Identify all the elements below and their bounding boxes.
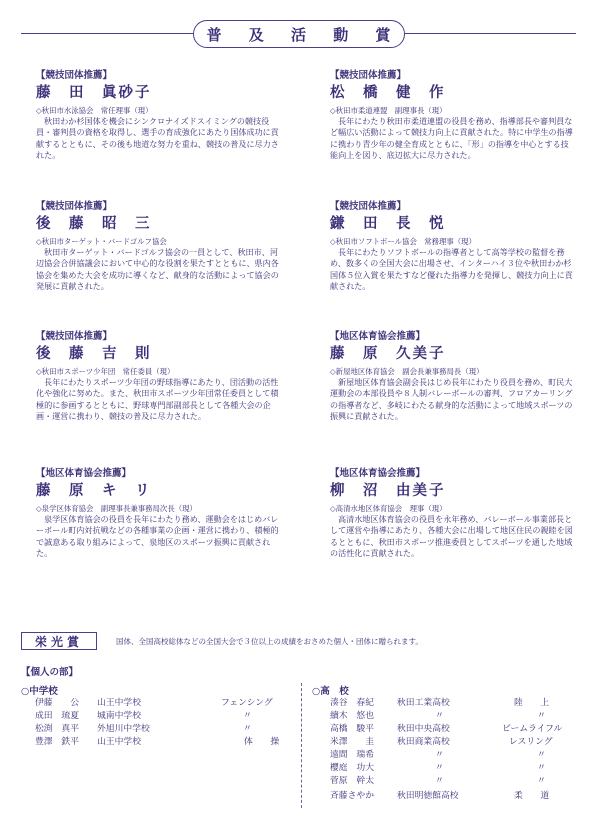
award-description: 高清水地区体育協会の役員を永年務め、バレーボール事業部長として運営や指導にあたり、各種大会に出場して地区住民の親睦を図るとともに、秋田市スポーツ推進委員としてスポーツを通した地域の活性化に貢献された。 — [330, 514, 573, 558]
athlete-sport: フェンシング — [221, 698, 273, 708]
award-entry — [330, 201, 580, 292]
award-description: 新屋地区体育協会副会長はじめ長年にわたり役員を務め、町民大運動会の本部役員や８人制バレーボールの審判、フロアカーリングの指導者など、多岐にわたる献身的な活動によって地域スポーツの振興に貢献された。 — [330, 377, 573, 421]
athlete-sport: レスリング — [509, 737, 553, 747]
athlete-school: 〃 — [435, 763, 444, 773]
award-entry — [36, 468, 286, 559]
athlete-school: 秋田工業高校 — [397, 698, 450, 708]
award-category: 【競技団体推薦】 — [36, 201, 113, 212]
award-description: 長年にわたりソフトボールの指導者として高等学校の監督を務め、数多くの全国大会に出場させ、インターハイ３位や秋田わか杉国体５位入賞を果たすなど優れた指導力を発揮し、競技力向上に貢献された。 — [330, 247, 573, 291]
athlete-school: 〃 — [435, 776, 444, 786]
title-line-right — [405, 33, 576, 34]
athlete-name: 豊澤 鉄平 — [35, 737, 79, 747]
list-item — [35, 724, 285, 735]
column-divider — [301, 683, 302, 808]
award-description: 秋田わか杉国体を機会にシンクロナイズドスイミングの競技役員・審判員の資格を取得し、選手の育成強化にあたり国体成功に貢献するとともに、その後も地道な努力を重ね、競技の普及に尽力された。 — [36, 116, 279, 160]
award-entry — [36, 70, 286, 161]
award-entry — [36, 331, 286, 422]
award-entry — [330, 331, 580, 422]
award-description: 長年にわたりスポーツ少年団の野球指導にあたり、団活動の活性化や強化に努めた。また、秋田市スポーツ少年団常任委員として積極的に参画するとともに、野球専門部副部長として各種大会の企画・運営に携わり、競技の普及に尽力された。 — [36, 377, 279, 421]
list-item — [330, 737, 580, 748]
award-affiliation: ◇秋田市水泳協会 常任理事（現） — [36, 106, 153, 115]
athlete-school: 秋田商業高校 — [397, 737, 450, 747]
award-category: 【競技団体推薦】 — [330, 70, 407, 81]
award-description: 泉学区体育協会の役員を長年にわたり務め、運動会をはじめバレーボール町内対抗戦などの各種事業の企画・運営に携わり、積極的で誠意ある取り組みによって、泉地区のスポーツ振興に貢献された。 — [36, 514, 279, 558]
athlete-name: 斉藤さやか — [330, 791, 374, 801]
athlete-school: 秋田中央高校 — [397, 724, 450, 734]
individual-heading: 【個人の部】 — [21, 667, 79, 678]
award-affiliation: ◇秋田市ターゲット・バードゴルフ協会 — [36, 237, 167, 246]
award-name: 柳 沼 由美子 — [330, 483, 446, 499]
athlete-sport: 〃 — [537, 763, 546, 773]
award-entry — [330, 70, 580, 161]
athlete-name: 松渕 真平 — [35, 724, 79, 734]
athlete-school: 〃 — [435, 750, 444, 760]
athlete-sport: 陸 上 — [514, 698, 550, 708]
athlete-sport: 〃 — [537, 776, 546, 786]
award-affiliation: ◇高清水地区体育協会 理事（現） — [330, 504, 447, 513]
athlete-sport: 〃 — [537, 750, 546, 760]
athlete-school: 山王中学校 — [97, 698, 141, 708]
athlete-school: 〃 — [435, 711, 444, 721]
athlete-sport: 〃 — [537, 711, 546, 721]
award-category: 【地区体育協会推薦】 — [36, 468, 132, 479]
award-affiliation: ◇新屋地区体育協会 副会長兼事務局長（現） — [330, 367, 484, 376]
award-entry — [330, 468, 580, 559]
award-category: 【競技団体推薦】 — [36, 70, 113, 81]
award-category: 【地区体育協会推薦】 — [330, 468, 426, 479]
list-item — [35, 737, 285, 748]
award-name: 後 藤 吉 則 — [36, 346, 152, 362]
athlete-sport: 柔 道 — [514, 791, 550, 801]
award-affiliation: ◇秋田市スポーツ少年団 常任委員（現） — [36, 367, 175, 376]
athlete-sport: ビームライフル — [502, 724, 563, 734]
middle-school-heading: ○中学校 — [21, 686, 58, 697]
list-item — [330, 711, 580, 722]
athlete-name: 菅原 幹太 — [330, 776, 374, 786]
athlete-school: 外旭川中学校 — [97, 724, 150, 734]
athlete-school: 城南中学校 — [97, 711, 141, 721]
athlete-sport: 〃 — [243, 724, 252, 734]
award-name: 鎌 田 長 悦 — [330, 216, 446, 232]
athlete-name: 湊谷 春紀 — [330, 698, 374, 708]
award-name: 藤 田 眞砂子 — [36, 85, 152, 101]
athlete-name: 續木 悠也 — [330, 711, 374, 721]
award-name: 藤 原 久美子 — [330, 346, 446, 362]
list-item — [330, 698, 580, 709]
list-item — [330, 724, 580, 735]
award-description: 長年にわたり秋田市柔道連盟の役員を務め、指導部長や審判員など幅広い活動によって競技力向上に貢献された。特に中学生の指導に携わり青少年の健全育成とともに、「形」の指導を中心とする技能向上を図り、底辺拡大に尽力された。 — [330, 116, 573, 160]
award-entry — [36, 201, 286, 292]
athlete-name: 伊藤 公 — [35, 698, 79, 708]
award-category: 【地区体育協会推薦】 — [330, 331, 426, 342]
award-category: 【競技団体推薦】 — [330, 201, 407, 212]
award-affiliation: ◇秋田市柔道連盟 副理事長（現） — [330, 106, 447, 115]
athlete-name: 遠間 瑞希 — [330, 750, 374, 760]
eikou-title: 栄光賞 — [21, 632, 97, 650]
award-description: 秋田市ターゲット・バードゴルフ協会の一員として、秋田市、河辺協会合併協議会において中心的な役割を果たすとともに、県内各協会を集めた大会を成功に導くなど、献身的な活動によって協会の発展に貢献された。 — [36, 247, 279, 291]
page-title: 普 及 活 動 賞 — [193, 20, 405, 48]
athlete-school: 山王中学校 — [97, 737, 141, 747]
athlete-name: 米澤 圭 — [330, 737, 374, 747]
athlete-name: 高橋 駿平 — [330, 724, 374, 734]
list-item — [330, 776, 580, 787]
award-name: 松 橋 健 作 — [330, 85, 446, 101]
high-school-heading: ○高 校 — [312, 686, 349, 697]
athlete-school: 秋田明徳館高校 — [397, 791, 459, 801]
award-category: 【競技団体推薦】 — [36, 331, 113, 342]
athlete-name: 櫻庭 功大 — [330, 763, 374, 773]
award-affiliation: ◇秋田市ソフトボール協会 常務理事（現） — [330, 237, 476, 246]
award-name: 後 藤 昭 三 — [36, 216, 152, 232]
athlete-sport: 体 操 — [244, 737, 280, 747]
list-item — [330, 763, 580, 774]
eikou-description: 国体、全国高校総体などの全国大会で３位以上の成績をおさめた個人・団体に贈られます。 — [116, 637, 423, 646]
list-item — [330, 791, 580, 802]
award-name: 藤 原 キ リ — [36, 483, 152, 499]
list-item — [35, 711, 285, 722]
title-line-left — [21, 33, 193, 34]
athlete-sport: 〃 — [243, 711, 252, 721]
list-item — [330, 750, 580, 761]
list-item — [35, 698, 285, 709]
athlete-name: 成田 琉夏 — [35, 711, 79, 721]
award-affiliation: ◇泉学区体育協会 副理事長兼事務局次長（現） — [36, 504, 197, 513]
